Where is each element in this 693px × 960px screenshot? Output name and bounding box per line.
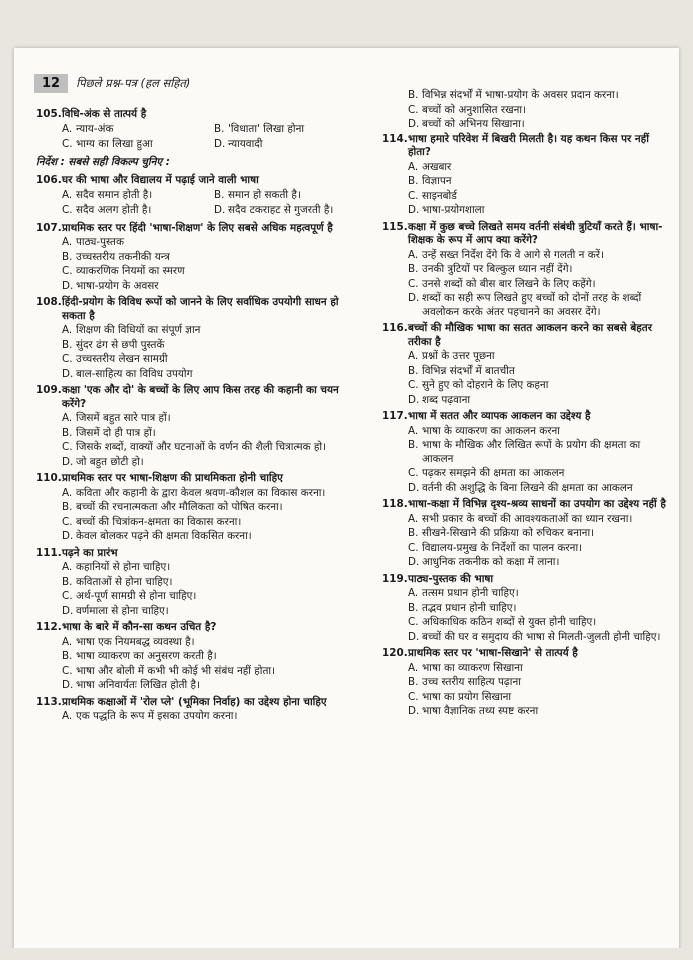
- option-letter: B.: [408, 527, 419, 539]
- option-letter: B.: [408, 175, 419, 187]
- option-text: जिसमें दो ही पात्र हों।: [76, 426, 156, 439]
- option-text: भाषा का प्रयोग सिखाना: [422, 690, 512, 703]
- option-text: प्रश्नों के उत्तर पूछना: [422, 350, 495, 362]
- options-list: [382, 513, 674, 570]
- option-letter: A.: [408, 248, 419, 261]
- question-block: [382, 322, 674, 407]
- question-text: पाठ्य-पुस्तक की भाषा: [408, 572, 494, 585]
- options-list: [382, 161, 674, 218]
- option-text: अर्थ-पूर्ण सामग्री से होना चाहिए।: [76, 590, 197, 602]
- options-list: [382, 662, 674, 719]
- option-item: [408, 676, 674, 690]
- option-text: शब्दों का सही रूप लिखते हुए बच्चों को दोनों तरह के शब्दों अवलोकन करके अंतर पहचानने का अवसर देंगे।: [422, 292, 642, 318]
- options-list: [36, 122, 358, 153]
- option-text: भाषा-प्रयोगशाला: [422, 204, 485, 216]
- question-block: [36, 222, 358, 294]
- option-letter: C.: [62, 515, 73, 528]
- question-number: 119.: [382, 572, 408, 585]
- header-title: पिछले प्रश्न-पत्र (हल सहित): [76, 75, 191, 90]
- question-text: कक्षा 'एक और दो' के बच्चों के लिए आप किस तरह की कहानी का चयन करेंगे?: [62, 384, 339, 410]
- option-text: भाग्य का लिखा हुआ: [76, 138, 153, 150]
- option-text: आधुनिक तकनीक को कक्षा में लाना।: [422, 556, 560, 568]
- option-letter: D.: [408, 393, 420, 406]
- option-letter: D.: [408, 118, 420, 130]
- option-letter: A.: [408, 350, 419, 362]
- option-text: 'विधाता' लिखा होना: [228, 122, 305, 135]
- question-block: [36, 696, 358, 724]
- option-item: [408, 175, 674, 189]
- question-block: [382, 133, 674, 218]
- option-text: कविता और कहानी के द्वारा केवल श्रवण-कौशल का विकास करना।: [76, 486, 326, 499]
- option-letter: D.: [408, 204, 420, 216]
- option-item: [62, 123, 206, 137]
- option-item: [408, 439, 674, 466]
- question-number: 120.: [382, 647, 408, 659]
- option-text: केवल बोलकर पढ़ने की क्षमता विकसित करना।: [76, 530, 252, 542]
- option-item: [62, 204, 206, 218]
- question-number: 110.: [36, 472, 62, 484]
- option-letter: A.: [408, 512, 419, 525]
- option-item: [408, 350, 674, 364]
- option-text: भाषा व्याकरण का अनुसरण करती है।: [76, 650, 217, 662]
- option-text: तद्भव प्रधान होनी चाहिए।: [422, 601, 517, 614]
- option-text: विभिन्न संदर्भों में बातचीत: [422, 364, 515, 377]
- option-letter: A.: [62, 486, 73, 499]
- option-letter: B.: [408, 263, 419, 275]
- question-text: भाषा हमारे परिवेश में बिखरी मिलती है। यह कथन किस पर नहीं होता?: [408, 132, 649, 158]
- question-row: [36, 174, 358, 188]
- option-item: [62, 516, 358, 530]
- question-block: [36, 174, 358, 219]
- option-letter: D.: [62, 367, 74, 380]
- option-item: [408, 365, 674, 379]
- option-text: भाषा-प्रयोग के अवसर: [76, 279, 159, 292]
- option-letter: B.: [62, 501, 73, 513]
- question-row: [382, 647, 674, 661]
- option-text: पढ़कर समझने की क्षमता का आकलन: [422, 467, 565, 479]
- option-text: साइनबोर्ड: [422, 189, 457, 202]
- question-row: [36, 296, 358, 323]
- question-row: [382, 573, 674, 587]
- options-list: [36, 188, 358, 219]
- question-group-main: [36, 174, 358, 724]
- option-item: [408, 204, 674, 218]
- option-text: उच्च स्तरीय साहित्य पढ़ाना: [422, 676, 521, 688]
- question-block: [36, 547, 358, 619]
- question-text: भाषा-कक्षा में विभिन्न दृश्य-श्रव्य साधनों का उपयोग का उद्देश्य नहीं है: [408, 498, 666, 510]
- option-letter: A.: [62, 188, 73, 201]
- option-letter: D.: [62, 279, 74, 292]
- option-item: [62, 339, 358, 353]
- option-letter: D.: [62, 455, 74, 468]
- option-letter: C.: [62, 590, 73, 602]
- option-text: उच्चस्तरीय लेखन सामग्री: [76, 353, 168, 365]
- option-letter: C.: [62, 664, 73, 677]
- question-group-right: [382, 133, 674, 719]
- option-text: व्याकरणिक नियमों का स्मरण: [76, 265, 185, 277]
- option-item: [62, 650, 358, 664]
- question-number: 116.: [382, 322, 408, 334]
- option-letter: C.: [408, 103, 419, 116]
- question-number: 107.: [36, 221, 62, 234]
- option-letter: D.: [408, 630, 420, 643]
- option-text: उच्चस्तरीय तकनीकी यन्त्र: [76, 250, 170, 263]
- option-letter: C.: [408, 541, 419, 554]
- left-column: [36, 108, 358, 727]
- option-text: बच्चों को अनुशासित रखना।: [422, 103, 526, 116]
- page-number: 12: [34, 74, 68, 93]
- options-list: [382, 350, 674, 407]
- options-list: [36, 561, 358, 618]
- option-letter: C.: [408, 690, 419, 703]
- option-letter: A.: [408, 160, 419, 173]
- question-block: [36, 108, 358, 153]
- option-item: [62, 324, 358, 338]
- option-letter: C.: [62, 204, 73, 216]
- option-item: [408, 705, 674, 719]
- option-letter: B.: [408, 676, 419, 688]
- options-list: [382, 587, 674, 644]
- options-list: [382, 249, 674, 320]
- option-item: [214, 123, 358, 137]
- option-item: [408, 292, 674, 319]
- option-text: भाषा एक नियमबद्ध व्यवस्था है।: [76, 635, 195, 648]
- option-text: न्याय-अंक: [76, 122, 114, 135]
- option-text: कहानियों से होना चाहिए।: [76, 561, 171, 573]
- option-item: [62, 441, 358, 455]
- option-item: [62, 576, 358, 590]
- option-text: सभी प्रकार के बच्चों की आवश्यकताओं का ध्यान रखना।: [422, 512, 633, 525]
- option-text: बच्चों की चित्रांकन-क्षमता का विकास करना।: [76, 515, 242, 528]
- option-letter: C.: [62, 138, 73, 150]
- option-item: [62, 456, 358, 470]
- option-item: [62, 501, 358, 515]
- question-row: [382, 498, 674, 512]
- option-letter: D.: [214, 204, 226, 216]
- option-item: [408, 482, 674, 496]
- question-row: [36, 384, 358, 411]
- options-list: [36, 324, 358, 381]
- option-letter: D.: [62, 679, 74, 691]
- option-text: वर्णमाला से होना चाहिए।: [76, 604, 169, 617]
- options-list: [36, 710, 358, 724]
- question-number: 105.: [36, 108, 62, 120]
- option-item: [408, 602, 674, 616]
- option-item: [408, 542, 674, 556]
- question-text: हिंदी-प्रयोग के विविध रूपों को जानने के लिए सर्वाधिक उपयोगी साधन हो सकता है: [62, 296, 339, 322]
- option-text: उनसे शब्दों को बीस बार लिखने के लिए कहेंगे।: [422, 277, 596, 290]
- option-text: भाषा वैज्ञानिक तथ्य स्पष्ट करना: [422, 705, 539, 717]
- option-text: भाषा अनिवार्यतः लिखित होती है।: [76, 679, 200, 691]
- option-text: शब्द पढ़वाना: [422, 393, 471, 406]
- question-text: विधि-अंक से तात्पर्य है: [62, 108, 147, 120]
- option-letter: B.: [408, 439, 419, 451]
- option-item: [408, 631, 674, 645]
- option-letter: D.: [62, 604, 74, 617]
- option-letter: D.: [214, 138, 226, 150]
- question-number: 115.: [382, 220, 408, 233]
- option-item: [62, 412, 358, 426]
- question-text: बच्चों की मौखिक भाषा का सतत आकलन करने का सबसे बेहतर तरीका है: [408, 322, 652, 348]
- question-number: 113.: [36, 695, 62, 708]
- question-text: भाषा में सतत और व्यापक आकलन का उद्देश्य है: [408, 410, 591, 422]
- option-item: [214, 138, 358, 152]
- option-letter: A.: [408, 424, 419, 437]
- question-block: [382, 221, 674, 320]
- option-letter: B.: [62, 426, 73, 439]
- option-letter: C.: [62, 441, 73, 453]
- option-letter: C.: [62, 265, 73, 277]
- page-header: [34, 72, 334, 94]
- option-item: [62, 427, 358, 441]
- instruction-text: निर्देश : सबसे सही विकल्प चुनिए :: [36, 155, 170, 168]
- question-group-top: [36, 108, 358, 153]
- options-list: [36, 636, 358, 693]
- option-text: सुंदर ढंग से छपी पुस्तकें: [76, 338, 165, 351]
- option-item: [62, 636, 358, 650]
- option-letter: A.: [62, 561, 73, 573]
- question-row: [382, 221, 674, 248]
- option-text: भाषा के मौखिक और लिखित रूपों के प्रयोग की क्षमता का आकलन: [422, 439, 641, 465]
- question-row: [36, 547, 358, 561]
- option-letter: B.: [62, 650, 73, 662]
- option-item: [408, 161, 674, 175]
- option-text: शिक्षण की विधियों का संपूर्ण ज्ञान: [76, 324, 201, 336]
- question-block: [382, 647, 674, 719]
- option-letter: D.: [408, 481, 420, 494]
- option-text: सदैव समान होती है।: [76, 188, 153, 201]
- option-letter: A.: [62, 122, 73, 135]
- option-text: विज्ञापन: [422, 175, 452, 187]
- option-item: [408, 190, 674, 204]
- option-text: सुने हुए को दोहराने के लिए कहना: [422, 379, 549, 391]
- question-text: घर की भाषा और विद्यालय में पढ़ाई जाने वाली भाषा: [62, 174, 259, 186]
- option-letter: C.: [408, 379, 419, 391]
- option-item: [62, 265, 358, 279]
- question-number: 114.: [382, 132, 408, 145]
- option-item: [62, 251, 358, 265]
- question-text: प्राथमिक स्तर पर हिंदी 'भाषा-शिक्षण' के लिए सबसे अधिक महत्वपूर्ण है: [62, 221, 333, 234]
- continued-options: [382, 89, 674, 132]
- question-row: [382, 410, 674, 424]
- question-number: 112.: [36, 621, 62, 633]
- question-row: [382, 322, 674, 349]
- option-text: जिसके शब्दों, वाक्यों और घटनाओं के वर्णन की शैली चित्रात्मक हो।: [76, 441, 327, 453]
- option-text: सदैव अलग होती है।: [76, 204, 152, 216]
- question-number: 118.: [382, 498, 408, 510]
- option-text: पाठ्य-पुस्तक: [76, 236, 124, 248]
- question-row: [382, 133, 674, 160]
- option-text: कविताओं से होना चाहिए।: [76, 575, 173, 588]
- option-item: [408, 556, 674, 570]
- option-text: एक पद्धति के रूप में इसका उपयोग करना।: [76, 710, 238, 722]
- option-item: [408, 513, 674, 527]
- option-item: [62, 530, 358, 544]
- option-item: [62, 665, 358, 679]
- option-text: न्यायवादी: [228, 138, 263, 150]
- option-letter: B.: [408, 364, 419, 377]
- option-text: बच्चों की घर व समुदाय की भाषा से मिलती-जुलती होनी चाहिए।: [422, 630, 661, 643]
- option-letter: C.: [408, 467, 419, 479]
- option-letter: D.: [408, 705, 420, 717]
- option-item: [408, 263, 674, 277]
- option-letter: C.: [62, 353, 73, 365]
- option-item: [408, 278, 674, 292]
- option-item: [62, 280, 358, 294]
- option-text: समान हो सकती है।: [228, 188, 301, 201]
- question-row: [36, 621, 358, 635]
- option-item: [408, 527, 674, 541]
- option-text: उन्हें सख्त निर्देश देंगे कि वे आगे से गलती न करें।: [422, 248, 604, 261]
- question-block: [382, 498, 674, 570]
- option-letter: A.: [62, 236, 73, 248]
- option-item: [408, 467, 674, 481]
- question-row: [36, 696, 358, 710]
- option-item: [62, 189, 206, 203]
- options-list: [36, 236, 358, 293]
- option-item: [62, 710, 358, 724]
- option-item: [62, 353, 358, 367]
- option-letter: B.: [214, 188, 225, 201]
- option-text: विद्यालय-प्रमुख के निर्देशों का पालन करना।: [422, 541, 583, 554]
- question-text: प्राथमिक कक्षाओं में 'रोल प्ले' (भूमिका निर्वाह) का उद्देश्य होना चाहिए: [62, 695, 327, 708]
- option-text: बाल-साहित्य का विविध उपयोग: [76, 367, 193, 380]
- option-letter: B.: [62, 575, 73, 588]
- question-block: [36, 621, 358, 693]
- question-number: 106.: [36, 174, 62, 186]
- option-item: [408, 662, 674, 676]
- option-item: [408, 394, 674, 408]
- option-letter: A.: [62, 710, 73, 722]
- question-text: पढ़ने का प्रारंभ: [62, 546, 118, 559]
- option-text: भाषा और बोली में कभी भी कोई भी संबंध नहीं होता।: [76, 664, 275, 677]
- option-letter: A.: [62, 412, 73, 424]
- option-item: [408, 616, 674, 630]
- option-text: विभिन्न संदर्भों में भाषा-प्रयोग के अवसर प्रदान करना।: [422, 89, 619, 101]
- question-block: [36, 384, 358, 469]
- question-text: भाषा के बारे में कौन-सा कथन उचित है?: [62, 621, 217, 633]
- option-item: [408, 104, 674, 118]
- question-number: 109.: [36, 384, 62, 396]
- option-text: सदैव टकराहट से गुजरती है।: [228, 204, 334, 216]
- question-block: [382, 410, 674, 495]
- option-letter: A.: [62, 324, 73, 336]
- option-letter: D.: [62, 530, 74, 542]
- question-number: 117.: [382, 410, 408, 422]
- option-letter: A.: [408, 661, 419, 674]
- option-item: [62, 679, 358, 693]
- question-number: 108.: [36, 296, 62, 308]
- option-item: [62, 487, 358, 501]
- option-item: [62, 236, 358, 250]
- question-row: [36, 108, 358, 122]
- option-item: [62, 605, 358, 619]
- question-number: 111.: [36, 546, 62, 559]
- option-item: [408, 379, 674, 393]
- option-text: तत्सम प्रधान होनी चाहिए।: [422, 587, 519, 599]
- option-letter: B.: [408, 89, 419, 101]
- question-text: प्राथमिक स्तर पर भाषा-शिक्षण की प्राथमिकता होनी चाहिए: [62, 472, 283, 484]
- option-letter: C.: [408, 277, 419, 290]
- option-text: भाषा के व्याकरण का आकलन करना: [422, 424, 560, 437]
- option-letter: D.: [408, 556, 420, 568]
- book-page: [14, 48, 679, 953]
- option-item: [408, 691, 674, 705]
- option-item: [408, 89, 674, 103]
- option-letter: B.: [214, 122, 225, 135]
- page-bottom-edge: [0, 948, 693, 960]
- option-letter: C.: [408, 189, 419, 202]
- option-item: [408, 249, 674, 263]
- option-letter: B.: [62, 250, 73, 263]
- option-text: सीखने-सिखाने की प्रक्रिया को रुचिकर बनाना।: [422, 527, 595, 539]
- option-letter: A.: [408, 587, 419, 599]
- option-item: [62, 561, 358, 575]
- option-letter: C.: [408, 616, 419, 628]
- option-text: अधिकाधिक कठिन शब्दों से युक्त होनी चाहिए।: [422, 616, 597, 628]
- option-letter: B.: [408, 601, 419, 614]
- option-item: [408, 118, 674, 132]
- question-text: कक्षा में कुछ बच्चे लिखते समय वर्तनी संबंधी त्रुटियाँ करते हैं। भाषा-शिक्षक के रूप में आप क्या करेंगे?: [408, 220, 663, 246]
- option-text: बच्चों की रचनात्मकता और मौलिकता को पोषित करना।: [76, 501, 283, 513]
- option-text: जो बहुत छोटी हो।: [76, 455, 144, 468]
- option-text: उनकी त्रुटियों पर बिल्कुल ध्यान नहीं देंगे।: [422, 263, 573, 275]
- question-block: [36, 296, 358, 381]
- option-text: वर्तनी की अशुद्धि के बिना लिखने की क्षमता का आकलन: [422, 481, 633, 494]
- option-item: [62, 368, 358, 382]
- question-text: प्राथमिक स्तर पर 'भाषा-सिखाने' से तात्पर्य है: [408, 647, 578, 659]
- option-item: [408, 587, 674, 601]
- option-item: [62, 138, 206, 152]
- question-block: [382, 573, 674, 645]
- option-letter: B.: [62, 338, 73, 351]
- option-item: [214, 204, 358, 218]
- option-letter: D.: [408, 292, 420, 304]
- right-column: [382, 88, 674, 722]
- question-row: [36, 472, 358, 486]
- option-item: [214, 189, 358, 203]
- options-list: [382, 425, 674, 496]
- option-text: अखबार: [422, 160, 452, 173]
- option-item: [408, 425, 674, 439]
- options-list: [36, 412, 358, 469]
- option-text: भाषा का व्याकरण सिखाना: [422, 661, 523, 674]
- question-row: [36, 222, 358, 236]
- option-text: जिसमें बहुत सारे पात्र हों।: [76, 412, 171, 424]
- option-item: [62, 590, 358, 604]
- options-list: [36, 487, 358, 544]
- question-block: [36, 472, 358, 544]
- option-letter: A.: [62, 635, 73, 648]
- option-text: बच्चों को अभिनय सिखाना।: [422, 118, 525, 130]
